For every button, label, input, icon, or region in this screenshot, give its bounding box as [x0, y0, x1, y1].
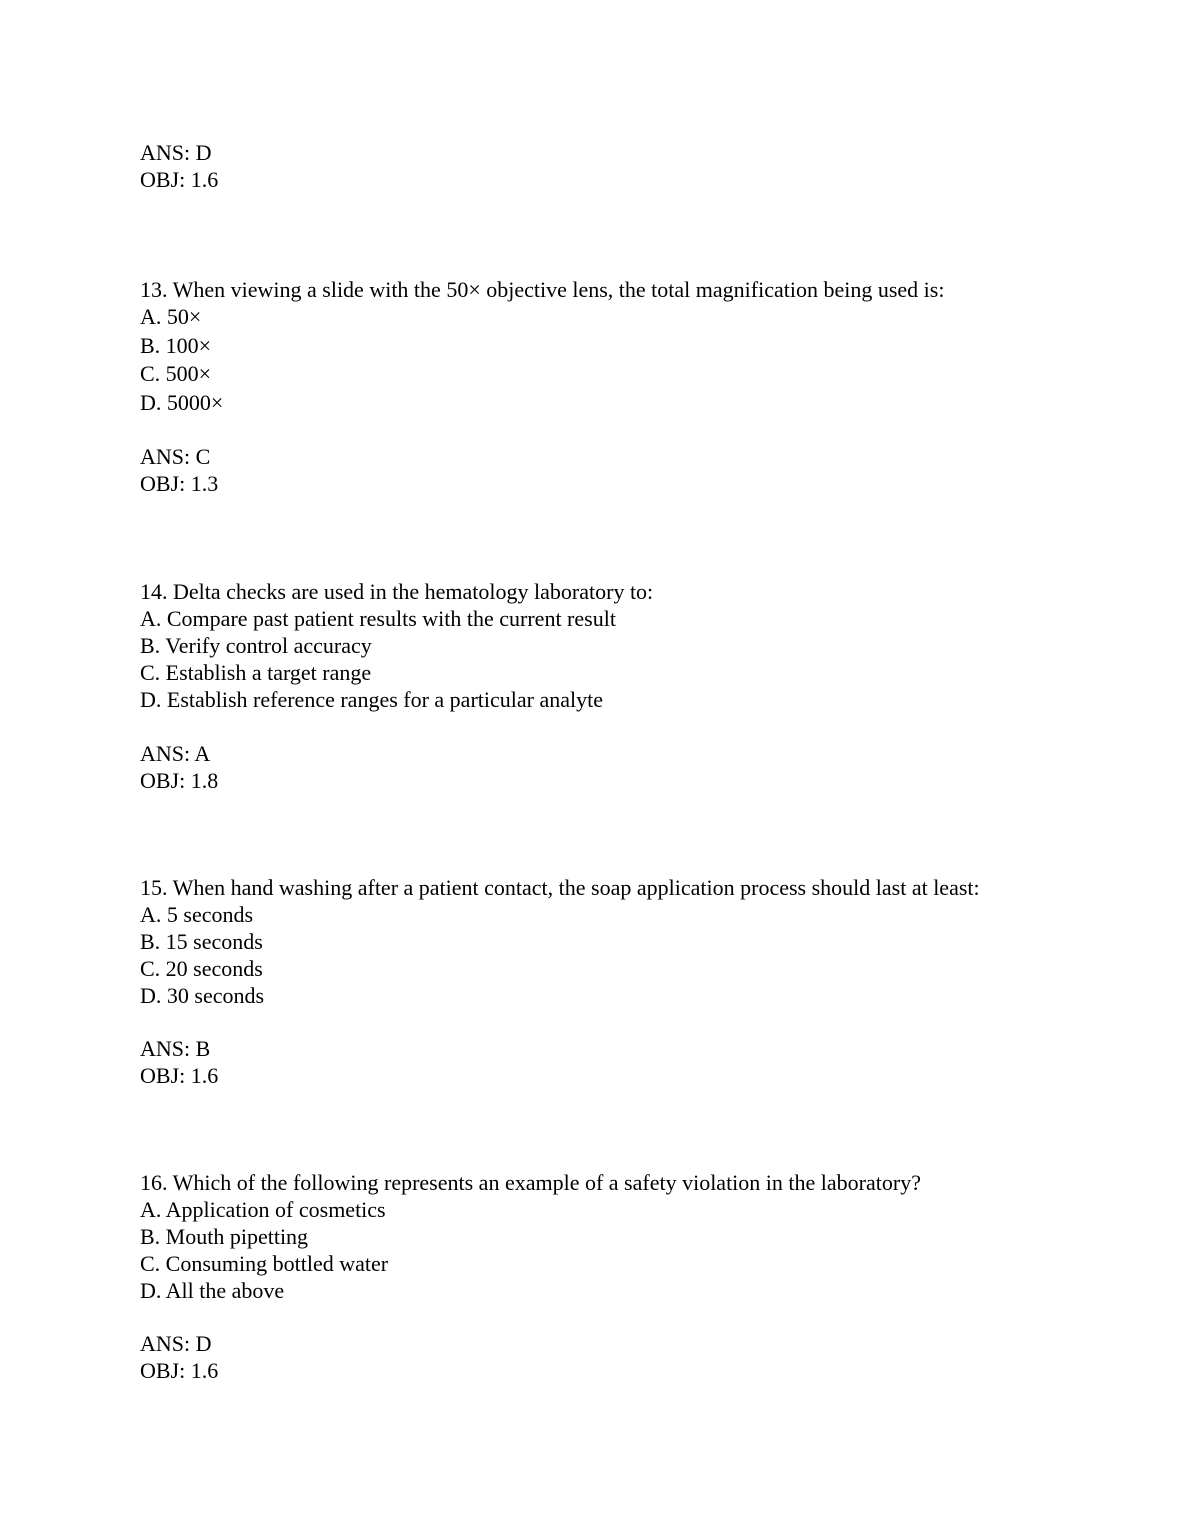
option: C. 20 seconds: [140, 956, 263, 981]
option: C. Establish a target range: [140, 660, 372, 685]
question-16: [140, 1169, 921, 1304]
option: B. 100×: [140, 332, 212, 358]
answer-label: ANS: D: [140, 140, 212, 165]
question-14: [140, 578, 653, 713]
question-15: [140, 874, 980, 1009]
answer-label: ANS: D: [140, 1331, 212, 1356]
option: D. All the above: [140, 1278, 285, 1303]
objective-label: OBJ: 1.3: [140, 471, 219, 496]
option: D. Establish reference ranges for a particular analyte: [140, 687, 603, 712]
option: D. 30 seconds: [140, 983, 265, 1008]
answer-15: [140, 1035, 218, 1089]
answer-13: [140, 443, 218, 497]
objective-label: OBJ: 1.8: [140, 768, 219, 793]
option: A. 5 seconds: [140, 902, 254, 927]
option: C. Consuming bottled water: [140, 1251, 389, 1276]
previous-answer: [140, 139, 218, 193]
question-text: 16. Which of the following represents an example of a safety violation in the laboratory?: [140, 1170, 921, 1195]
answer-16: [140, 1330, 218, 1384]
answer-14: [140, 740, 218, 794]
question-13: [140, 276, 944, 417]
question-text: 13. When viewing a slide with the 50× objective lens, the total magnification being used is:: [140, 277, 945, 302]
option: A. 50×: [140, 304, 202, 329]
objective-label: OBJ: 1.6: [140, 1063, 219, 1088]
option: B. Verify control accuracy: [140, 633, 372, 658]
objective-label: OBJ: 1.6: [140, 167, 219, 192]
option: A. Application of cosmetics: [140, 1197, 386, 1222]
option: A. Compare past patient results with the current result: [140, 606, 616, 631]
answer-label: ANS: B: [140, 1036, 211, 1061]
question-text: 15. When hand washing after a patient contact, the soap application process should last at least:: [140, 875, 980, 900]
option: D. 5000×: [140, 389, 224, 415]
option: B. 15 seconds: [140, 929, 263, 954]
objective-label: OBJ: 1.6: [140, 1358, 219, 1383]
option: B. Mouth pipetting: [140, 1224, 309, 1249]
answer-label: ANS: C: [140, 444, 211, 469]
question-text: 14. Delta checks are used in the hematology laboratory to:: [140, 579, 654, 604]
option: C. 500×: [140, 361, 212, 386]
answer-label: ANS: A: [140, 741, 211, 766]
